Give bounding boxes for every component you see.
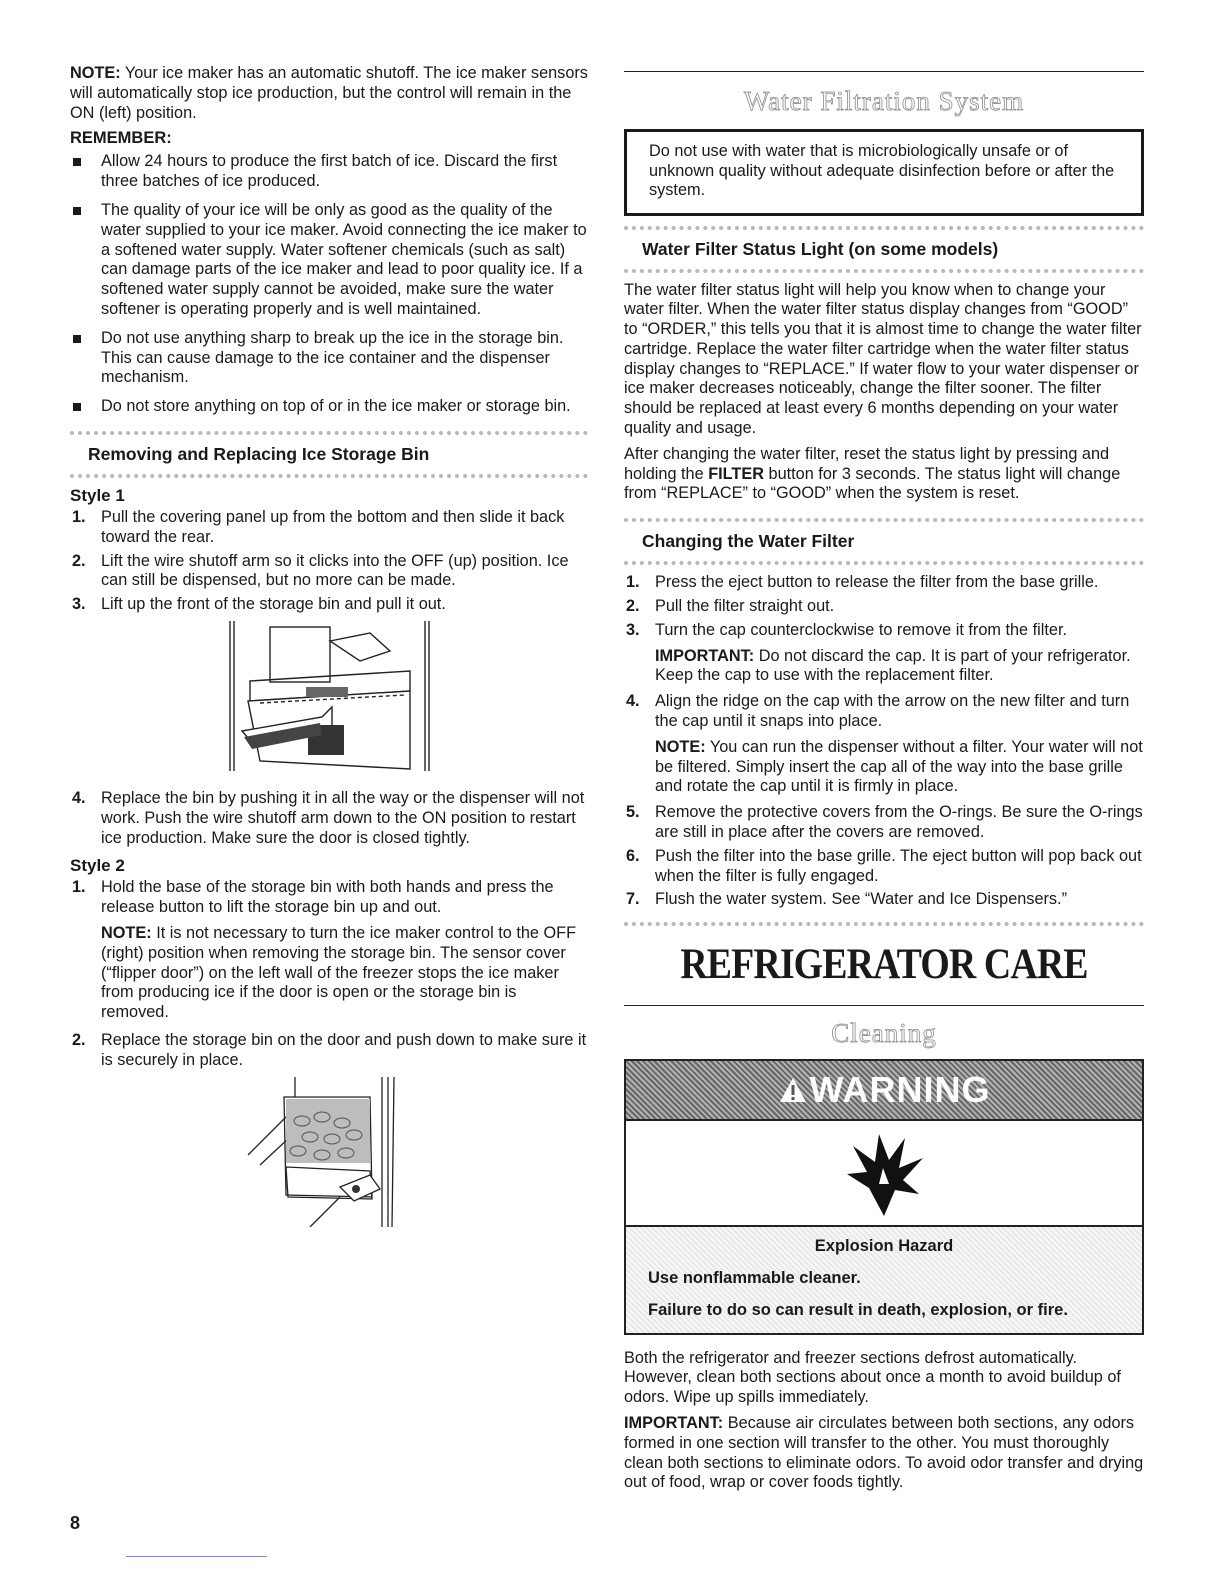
note-label: NOTE:: [101, 923, 152, 942]
left-column: [70, 64, 588, 1235]
step-item: [624, 597, 1144, 617]
step-number: 1.: [626, 573, 640, 592]
change-filter-heading: Changing the Water Filter: [624, 518, 1144, 565]
step-text: Hold the base of the storage bin with both hands and press the release button to lift the storage bin up and out.: [101, 878, 554, 917]
step-number: 2.: [72, 551, 86, 570]
step-number: 2.: [72, 1030, 86, 1049]
status-light-heading: Water Filter Status Light (on some models): [624, 226, 1144, 273]
step-number: 4.: [72, 788, 86, 807]
remember-list: [70, 152, 588, 417]
style1-steps: [70, 508, 588, 615]
warning-panel: [624, 1059, 1144, 1334]
style1-heading: Style 1: [70, 485, 125, 505]
step-item: [624, 621, 1144, 686]
note-text: It is not necessary to turn the ice maker control to the OFF (right) position when removing the storage bin. The sensor cover (“flipper door”) on the left wall of the freezer stops the ice maker from producing ice if the door is open or the storage bin is removed.: [101, 923, 577, 1022]
step-item: [70, 878, 588, 1023]
step-number: 2.: [626, 597, 640, 616]
step-number: 7.: [626, 890, 640, 909]
step-item: [624, 847, 1144, 887]
step-text: Lift up the front of the storage bin and pull it out.: [101, 595, 446, 614]
water-filtration-title: Water Filtration System: [743, 86, 1025, 116]
water-safety-text: Do not use with water that is microbiologically unsafe or of unknown quality without adequate disinfection before or after the system.: [649, 142, 1115, 199]
status-light-paragraph-1: The water filter status light will help you know when to change your water filter. When the water filter status display changes from “GOOD” to “ORDER,” this tells you that it is almost time to change the water filter cartridge. Replace the water filter cartridge when the water filter status display changes to “REPLACE.” If water flow to your water dispenser or ice maker decreases noticeably, change the filter sooner. The filter should be replaced at least every 6 months depending on your water quality and usage.: [624, 280, 1142, 438]
section-rule: [624, 71, 1144, 72]
style2-heading: Style 2: [70, 856, 125, 876]
text-span: After changing the water filter, reset the status light by pressing and holding the: [624, 444, 1110, 483]
note-text: You can run the dispenser without a filter. Your water will not be filtered. Simply insert the cap all of the way into the base grille and rotate the cap until it is firmly in place.: [655, 737, 1143, 796]
important-label: IMPORTANT:: [624, 1414, 724, 1432]
step-item: [70, 595, 588, 615]
ice-bin-illustration-style1: [70, 621, 588, 771]
step-number: 3.: [626, 620, 640, 639]
ice-bin-style1-drawing: [70, 621, 588, 771]
step-text: Pull the filter straight out.: [655, 597, 835, 616]
important-text: Because air circulates between both sections, any odors formed in one section will transfer to the other. You must thoroughly clean both sections to eliminate odors. To avoid odor transfer and drying out of food, wrap or cover foods tightly.: [624, 1414, 1144, 1492]
hazard-consequence: Failure to do so can result in death, explosion, or fire.: [648, 1300, 1068, 1319]
list-item: Allow 24 hours to produce the first batch of ice. Discard the first three batches of ice produced.: [70, 152, 588, 192]
note-text: Your ice maker has an automatic shutoff. The ice maker sensors will automatically stop ice production, but the control will remain in the ON (left) position.: [70, 64, 588, 122]
important-text: Do not discard the cap. It is part of your refrigerator. Keep the cap to use with the replacement filter.: [655, 646, 1131, 685]
step-text: Align the ridge on the cap with the arrow on the new filter and turn the cap until it snaps into place.: [655, 692, 1130, 731]
step-number: 6.: [626, 846, 640, 865]
hazard-symbol-area: [626, 1121, 1142, 1227]
warning-label: WARNING: [809, 1069, 991, 1111]
list-item: Do not store anything on top of or in the ice maker or storage bin.: [70, 397, 588, 417]
step-item: [624, 803, 1144, 843]
section-rule: [624, 1005, 1144, 1006]
text-span: button for 3 seconds. The status light will change from “REPLACE” to “GOOD” when the system is reset.: [624, 464, 1121, 503]
warning-header: [626, 1061, 1142, 1121]
step-text: Pull the covering panel up from the bottom and then slide it back toward the rear.: [101, 507, 565, 546]
hazard-text-block: [626, 1227, 1142, 1332]
list-item: The quality of your ice will be only as good as the quality of the water supplied to your ice maker. Avoid connecting the ice maker to a softened water supply. Water softener chemicals (such as salt) can damage parts of the ice maker and lead to poor quality ice. If a softened water supply cannot be avoided, make sure the water softener is operating properly and is well maintained.: [70, 201, 588, 320]
style2-steps: [70, 878, 588, 1070]
step-item: [624, 692, 1144, 797]
step-number: 3.: [72, 595, 86, 614]
change-filter-steps: [624, 573, 1144, 910]
important-label: IMPORTANT:: [655, 646, 755, 665]
section-heading-ice-bin: Removing and Replacing Ice Storage Bin: [70, 431, 588, 478]
step-item: [70, 508, 588, 548]
step-text: Replace the storage bin on the door and push down to make sure it is securely in place.: [101, 1030, 587, 1069]
hazard-instruction: Use nonflammable cleaner.: [648, 1269, 861, 1288]
step-item: [70, 789, 588, 848]
cleaning-title: Cleaning: [831, 1018, 937, 1049]
note-label: NOTE:: [655, 737, 706, 756]
step4-note: [655, 738, 1144, 797]
step-item: [624, 573, 1144, 593]
dotted-divider: [624, 922, 1144, 926]
hazard-title: Explosion Hazard: [814, 1237, 954, 1256]
step-text: Push the filter into the base grille. The eject button will pop back out when the filter is fully engaged.: [655, 846, 1142, 885]
footer-rule: [126, 1556, 267, 1557]
step-text: Flush the water system. See “Water and Ice Dispensers.”: [655, 890, 1068, 909]
note-label: NOTE:: [70, 64, 121, 82]
right-column: [624, 71, 1144, 1499]
step-number: 5.: [626, 803, 640, 822]
ice-bin-style2-drawing: [70, 1077, 588, 1227]
explosion-icon: [839, 1128, 929, 1218]
important-note: [655, 647, 1144, 687]
status-light-paragraph-2: [624, 445, 1144, 504]
water-safety-box: [624, 129, 1144, 216]
note-paragraph: [70, 64, 588, 123]
step-number: 1.: [72, 878, 86, 897]
step-item: [70, 552, 588, 592]
list-item: Do not use anything sharp to break up the ice in the storage bin. This can cause damage to the ice container and the dispenser mechanism.: [70, 329, 588, 388]
refrigerator-care-title: REFRIGERATOR CARE: [680, 941, 1088, 989]
style1-step4: [70, 789, 588, 848]
step-text: Turn the cap counterclockwise to remove it from the filter.: [655, 620, 1068, 639]
filter-button-label: FILTER: [708, 464, 764, 483]
step-text: Press the eject button to release the filter from the base grille.: [655, 573, 1099, 592]
cleaning-paragraph-1: Both the refrigerator and freezer sections defrost automatically. However, clean both sections about once a month to avoid buildup of odors. Wipe up spills immediately.: [624, 1348, 1121, 1407]
step-number: 4.: [626, 692, 640, 711]
warning-triangle-icon: [778, 1076, 808, 1104]
step-item: [70, 1031, 588, 1071]
step-item: [624, 890, 1144, 910]
ice-bin-illustration-style2: [70, 1077, 588, 1227]
step-text: Replace the bin by pushing it in all the way or the dispenser will not work. Push the wire shutoff arm down to the ON position to restart ice production. Make sure the door is closed tightly.: [101, 788, 585, 847]
style2-note: [101, 924, 588, 1023]
page-number: 8: [70, 1513, 81, 1533]
remember-heading: REMEMBER:: [70, 129, 172, 148]
step-text: Remove the protective covers from the O-rings. Be sure the O-rings are still in place after the covers are removed.: [655, 803, 1143, 842]
cleaning-paragraph-2: [624, 1414, 1144, 1493]
step-text: Lift the wire shutoff arm so it clicks into the OFF (up) position. Ice can still be dispensed, but no more can be made.: [101, 551, 569, 590]
step-number: 1.: [72, 507, 86, 526]
